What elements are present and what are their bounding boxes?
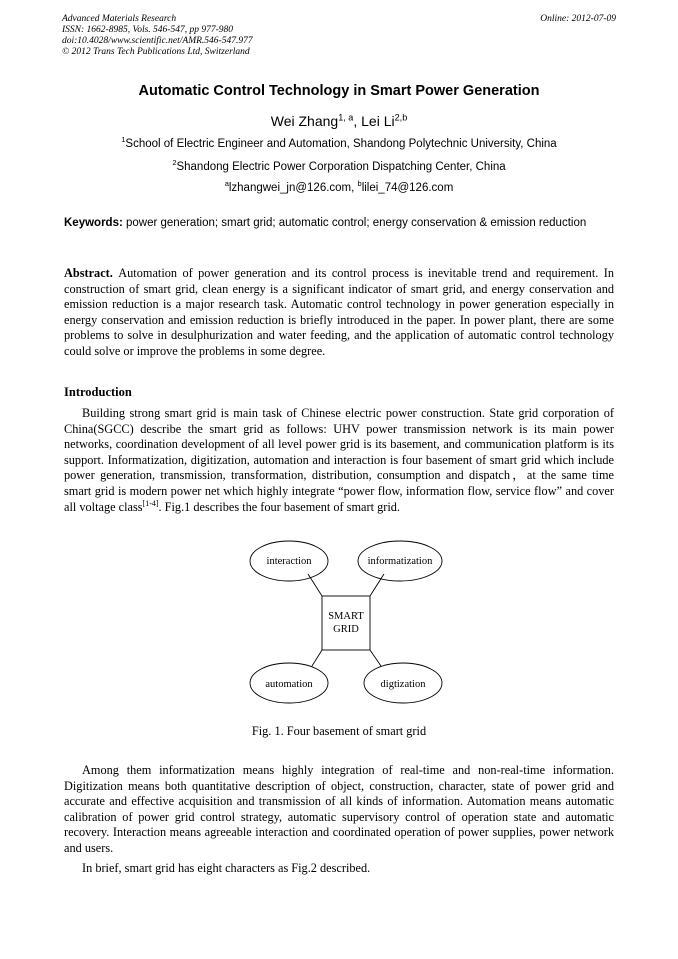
affiliation-1 (0, 135, 678, 150)
journal-name: Advanced Materials Research (62, 14, 177, 24)
author-affiliation-mark: 2,b (394, 112, 408, 123)
figure-smart-grid-diagram (248, 540, 444, 706)
intro-paragraph-3: In brief, smart grid has eight characters as Fig.2 described. (82, 861, 371, 875)
email-mark: b (357, 179, 362, 189)
keywords-label: Keywords: (64, 217, 123, 229)
paper-title: Automatic Control Technology in Smart Power Generation (138, 83, 540, 99)
keywords-text: power generation; smart grid; automatic control; energy conservation & emission reduction (126, 217, 587, 229)
paragraph-text: Building strong smart grid is main task of Chinese electric power construction. State grid corporation of China(SGCC) describe the smart grid as follows: UHV power transmission network is its main power networks, coordination development of all level power grid is its basement, and communication platform is its support. Informatization, digitization, automation and interaction is four basement of smart grid which include power generation, transmission, transformation, distribution, consumption and dispatch，at the same time smart grid is modern power net which highly integrate “power flow, information flow, service flow” and cover all voltage class (64, 406, 614, 514)
paragraph-text: . Fig.1 describes the four basement of smart grid. (158, 499, 400, 514)
abstract-text: Automation of power generation and its control process is inevitable trend and requirement. In construction of smart grid, clean energy is a significant indicator of smart grid, and energy conservation and emission reduction is a major research task. Automatic control technology in power generation especially in energy conservation and emission reduction is briefly introduced in the paper. In power plant, there are some problems to solve in desulphurization and water feeding, and the application of automatic control technology could solve or improve the problems in some degree. (64, 266, 614, 358)
label-digitization: digtization (380, 679, 426, 690)
citation: [1-4] (142, 498, 159, 508)
copyright-line: © 2012 Trans Tech Publications Ltd, Switzerland (62, 47, 250, 57)
connector-line (370, 650, 381, 666)
keywords (64, 216, 614, 231)
center-label-2: GRID (333, 624, 359, 635)
email-mark: a (224, 179, 229, 189)
abstract-label: Abstract. (64, 266, 113, 280)
label-interaction: interaction (266, 556, 312, 567)
affiliation-text: Shandong Electric Power Corporation Dispatching Center, China (176, 161, 506, 173)
author-line (0, 113, 678, 129)
author-name: Lei Li (361, 113, 395, 129)
center-label-1: SMART (328, 611, 364, 622)
affiliation-mark: 1 (121, 135, 126, 145)
figure-caption: Fig. 1. Four basement of smart grid (251, 724, 427, 738)
intro-paragraph-1 (64, 406, 614, 515)
label-automation: automation (265, 679, 313, 690)
author-separator: , (353, 113, 362, 129)
affiliation-text: School of Electric Engineer and Automation, Shandong Polytechnic University, China (125, 138, 557, 150)
email-line (0, 179, 678, 194)
affiliation-mark: 2 (172, 158, 177, 168)
connector-line (308, 574, 322, 596)
connector-line (312, 650, 322, 666)
author-name: Wei Zhang (270, 113, 339, 129)
email-address: lilei_74@126.com (361, 182, 454, 194)
journal-header (62, 14, 253, 58)
doi-line: doi:10.4028/www.scientific.net/AMR.546-547.977 (62, 36, 253, 46)
online-date: Online: 2012-07-09 (540, 14, 616, 24)
smart-grid-box (322, 596, 370, 650)
label-informatization: informatization (367, 556, 433, 567)
issn-line: ISSN: 1662-8985, Vols. 546-547, pp 977-980 (62, 25, 233, 35)
email-address: lzhangwei_jn@126.com, (228, 182, 358, 194)
abstract (64, 266, 614, 360)
section-heading: Introduction (64, 385, 132, 399)
intro-paragraph-2: Among them informatization means highly integration of real-time and non-real-time information. Digitization means both quantitative description of object, construction, character, state of power grid and accurate and effective acquisition and transmission of all kinds of information. Automation means automatic calibration of power grid control strategy, automatic supervisory control of operation state and automatic recovery. Interaction means agreeable interaction and coordinated operation of power supplies, power network and users. (64, 763, 614, 855)
author-affiliation-mark: 1, a (338, 112, 354, 123)
affiliation-2 (0, 158, 678, 173)
connector-line (370, 574, 384, 596)
